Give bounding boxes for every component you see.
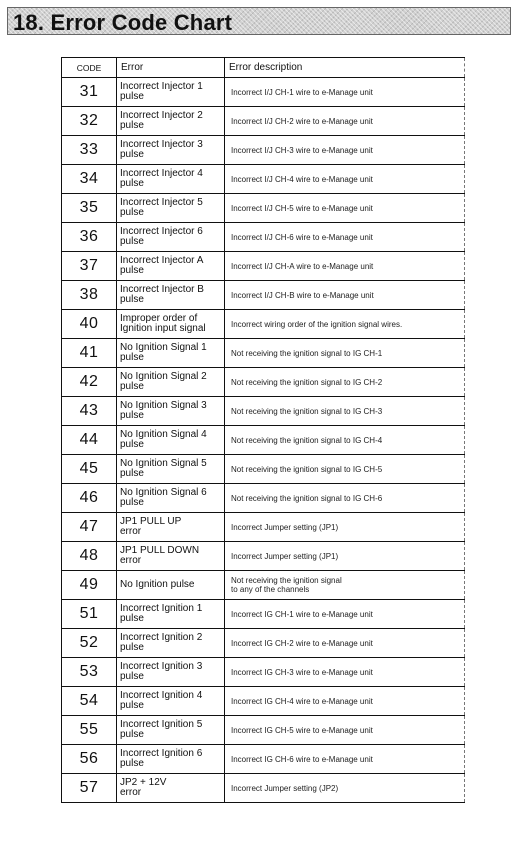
error-code-cell: 37 xyxy=(62,252,117,281)
table-row xyxy=(62,252,465,281)
table-row xyxy=(62,571,465,600)
error-description-cell: Incorrect I/J CH-6 wire to e-Manage unit xyxy=(225,223,465,252)
error-code-cell: 55 xyxy=(62,716,117,745)
error-name-cell: No Ignition Signal 5 pulse xyxy=(117,455,225,484)
table-row xyxy=(62,629,465,658)
error-description-cell: Incorrect IG CH-2 wire to e-Manage unit xyxy=(225,629,465,658)
error-code-cell: 47 xyxy=(62,513,117,542)
column-header-error: Error xyxy=(117,58,225,78)
table-row xyxy=(62,600,465,629)
table-row xyxy=(62,716,465,745)
error-code-cell: 54 xyxy=(62,687,117,716)
table-row xyxy=(62,426,465,455)
error-description-cell: Not receiving the ignition signal to IG CH-1 xyxy=(225,339,465,368)
error-code-cell: 32 xyxy=(62,107,117,136)
error-code-cell: 31 xyxy=(62,78,117,107)
table-row xyxy=(62,223,465,252)
error-description-cell: Incorrect I/J CH-2 wire to e-Manage unit xyxy=(225,107,465,136)
error-description-cell: Incorrect IG CH-3 wire to e-Manage unit xyxy=(225,658,465,687)
error-description-cell: Incorrect I/J CH-5 wire to e-Manage unit xyxy=(225,194,465,223)
table-row xyxy=(62,368,465,397)
error-description-cell: Incorrect wiring order of the ignition signal wires. xyxy=(225,310,465,339)
error-name-cell: Incorrect Injector 4 pulse xyxy=(117,165,225,194)
error-code-cell: 56 xyxy=(62,745,117,774)
error-name-cell: Incorrect Injector 6 pulse xyxy=(117,223,225,252)
table-row xyxy=(62,136,465,165)
table-row xyxy=(62,397,465,426)
error-name-cell: Incorrect Ignition 4 pulse xyxy=(117,687,225,716)
table-row xyxy=(62,310,465,339)
error-description-cell: Not receiving the ignition signal to IG CH-5 xyxy=(225,455,465,484)
error-code-cell: 52 xyxy=(62,629,117,658)
error-description-cell: Not receiving the ignition signal to IG CH-4 xyxy=(225,426,465,455)
error-code-cell: 46 xyxy=(62,484,117,513)
table-row xyxy=(62,107,465,136)
error-description-cell: Incorrect I/J CH-B wire to e-Manage unit xyxy=(225,281,465,310)
column-header-description: Error description xyxy=(225,58,465,78)
error-description-cell: Incorrect Jumper setting (JP1) xyxy=(225,542,465,571)
error-name-cell: Incorrect Injector 5 pulse xyxy=(117,194,225,223)
error-name-cell: Incorrect Injector 2 pulse xyxy=(117,107,225,136)
error-name-cell: No Ignition Signal 2 pulse xyxy=(117,368,225,397)
error-name-cell: No Ignition Signal 1 pulse xyxy=(117,339,225,368)
error-code-cell: 35 xyxy=(62,194,117,223)
table-row xyxy=(62,774,465,803)
error-description-cell: Incorrect Jumper setting (JP1) xyxy=(225,513,465,542)
error-description-cell: Not receiving the ignition signal to IG CH-6 xyxy=(225,484,465,513)
error-name-cell: No Ignition Signal 3 pulse xyxy=(117,397,225,426)
table-row xyxy=(62,339,465,368)
table-row xyxy=(62,78,465,107)
error-code-cell: 41 xyxy=(62,339,117,368)
error-name-cell: JP2 + 12V error xyxy=(117,774,225,803)
column-header-code: CODE xyxy=(62,58,117,78)
error-description-cell: Incorrect IG CH-4 wire to e-Manage unit xyxy=(225,687,465,716)
error-name-cell: No Ignition Signal 6 pulse xyxy=(117,484,225,513)
error-description-cell: Not receiving the ignition signal to IG CH-3 xyxy=(225,397,465,426)
table-row xyxy=(62,484,465,513)
error-code-cell: 40 xyxy=(62,310,117,339)
error-description-cell: Incorrect I/J CH-4 wire to e-Manage unit xyxy=(225,165,465,194)
error-name-cell: Incorrect Ignition 6 pulse xyxy=(117,745,225,774)
error-name-cell: Incorrect Injector 1 pulse xyxy=(117,78,225,107)
error-name-cell: Improper order of Ignition input signal xyxy=(117,310,225,339)
error-description-cell: Not receiving the ignition signal to any of the channels xyxy=(225,571,465,600)
error-code-cell: 43 xyxy=(62,397,117,426)
error-name-cell: No Ignition Signal 4 pulse xyxy=(117,426,225,455)
table-row xyxy=(62,542,465,571)
table-row xyxy=(62,745,465,774)
error-name-cell: JP1 PULL UP error xyxy=(117,513,225,542)
error-code-table xyxy=(61,57,465,803)
error-description-cell: Incorrect I/J CH-A wire to e-Manage unit xyxy=(225,252,465,281)
table-body xyxy=(62,78,465,803)
error-name-cell: Incorrect Ignition 5 pulse xyxy=(117,716,225,745)
error-name-cell: Incorrect Injector B pulse xyxy=(117,281,225,310)
error-code-cell: 57 xyxy=(62,774,117,803)
table-row xyxy=(62,687,465,716)
table-row xyxy=(62,165,465,194)
error-description-cell: Incorrect IG CH-6 wire to e-Manage unit xyxy=(225,745,465,774)
table-row xyxy=(62,513,465,542)
table-row xyxy=(62,281,465,310)
error-name-cell: Incorrect Ignition 1 pulse xyxy=(117,600,225,629)
error-code-cell: 44 xyxy=(62,426,117,455)
error-code-cell: 48 xyxy=(62,542,117,571)
error-code-table-container xyxy=(61,57,464,803)
error-name-cell: Incorrect Ignition 3 pulse xyxy=(117,658,225,687)
table-row xyxy=(62,194,465,223)
error-code-cell: 38 xyxy=(62,281,117,310)
error-description-cell: Not receiving the ignition signal to IG CH-2 xyxy=(225,368,465,397)
error-code-cell: 34 xyxy=(62,165,117,194)
error-name-cell: Incorrect Injector 3 pulse xyxy=(117,136,225,165)
error-code-cell: 49 xyxy=(62,571,117,600)
table-row xyxy=(62,455,465,484)
error-name-cell: JP1 PULL DOWN error xyxy=(117,542,225,571)
error-code-cell: 53 xyxy=(62,658,117,687)
page-title: 18. Error Code Chart xyxy=(13,10,233,35)
error-description-cell: Incorrect I/J CH-3 wire to e-Manage unit xyxy=(225,136,465,165)
error-description-cell: Incorrect IG CH-5 wire to e-Manage unit xyxy=(225,716,465,745)
table-row xyxy=(62,658,465,687)
error-description-cell: Incorrect I/J CH-1 wire to e-Manage unit xyxy=(225,78,465,107)
error-code-cell: 36 xyxy=(62,223,117,252)
error-description-cell: Incorrect IG CH-1 wire to e-Manage unit xyxy=(225,600,465,629)
error-code-cell: 42 xyxy=(62,368,117,397)
error-name-cell: Incorrect Injector A pulse xyxy=(117,252,225,281)
error-name-cell: Incorrect Ignition 2 pulse xyxy=(117,629,225,658)
error-code-cell: 45 xyxy=(62,455,117,484)
error-name-cell: No Ignition pulse xyxy=(117,571,225,600)
error-description-cell: Incorrect Jumper setting (JP2) xyxy=(225,774,465,803)
table-header-row xyxy=(62,58,465,78)
error-code-cell: 51 xyxy=(62,600,117,629)
error-code-cell: 33 xyxy=(62,136,117,165)
